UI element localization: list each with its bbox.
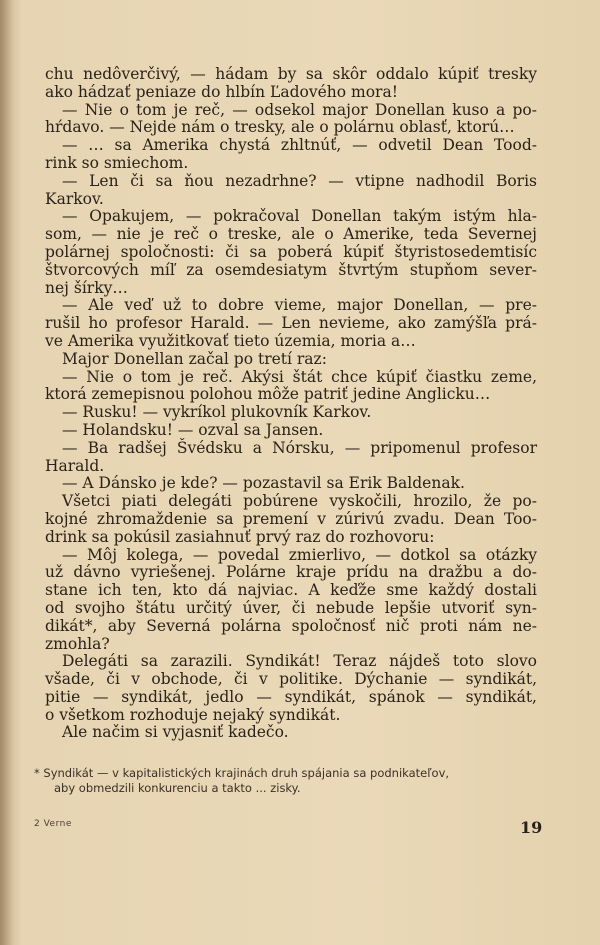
text-line: od svojho štátu určitý úver, či nebude lepšie utvoriť syn-	[45, 598, 537, 617]
text-line: zmohla?	[45, 634, 110, 653]
text-line: Major Donellan začal po tretí raz:	[62, 349, 327, 368]
text-line: — … sa Amerika chystá zhltnúť, — odvetil Dean Tood-	[62, 136, 537, 155]
text-line: pitie — syndikát, jedlo — syndikát, spánok — syndikát,	[45, 687, 537, 706]
page-number: 19	[520, 818, 543, 837]
text-line: dikát*, aby Severná polárna spoločnosť nič proti nám ne-	[45, 616, 537, 635]
text-line: — Rusku! — vykríkol plukovník Karkov.	[62, 403, 372, 422]
text-line: — Len či sa ňou nezadrhne? — vtipne nadhodil Boris	[62, 171, 537, 190]
text-line: Ale načim si vyjasniť kadečo.	[62, 723, 289, 742]
text-line: — Môj kolega, — povedal zmierlivo, — dotkol sa otázky	[62, 545, 537, 564]
footnote	[34, 766, 539, 796]
text-line: štvorcových míľ za osemdesiatym štvrtým stupňom sever-	[45, 260, 537, 279]
text-line: rušil ho profesor Harald. — Len nevieme, ako zamýšľa prá-	[45, 314, 537, 333]
text-line: všade, či v obchode, či v politike. Dýchanie — syndikát,	[45, 670, 537, 689]
text-line: ktorá zemepisnou polohou môže patriť jedine Anglicku…	[45, 385, 491, 404]
text-line: kojné zhromaždenie sa premení v zúrivú zvadu. Dean Too-	[45, 509, 537, 528]
text-line: už dávno vyriešenej. Polárne kraje prídu na dražbu a do-	[45, 563, 537, 582]
text-line: — Ba radšej Švédsku a Nórsku, — pripomenul profesor	[62, 438, 537, 457]
footnote-line: aby obmedzili konkurenciu a takto ... zisky.	[54, 781, 301, 795]
text-line: — Nie o tom je reč, — odsekol major Donellan kuso a po-	[62, 100, 537, 119]
text-line: som, — nie je reč o treske, ale o Amerike, teda Severnej	[45, 225, 537, 244]
text-line: o všetkom rozhoduje nejaký syndikát.	[45, 705, 341, 724]
text-line: stane ich ten, kto dá najviac. A keďže sme každý dostali	[45, 581, 537, 600]
text-line: — Nie o tom je reč. Akýsi štát chce kúpiť čiastku zeme,	[62, 367, 537, 386]
text-line: polárnej spoločnosti: či sa poberá kúpiť štyristosedemtisíc	[45, 242, 537, 261]
text-line: Harald.	[45, 456, 105, 475]
text-line: Delegáti sa zarazili. Syndikát! Teraz nájdeš toto slovo	[62, 652, 537, 671]
text-line: — Ale veď už to dobre vieme, major Donellan, — pre-	[62, 296, 537, 315]
text-line: Karkov.	[45, 189, 104, 208]
text-line: ako hádzať peniaze do hlbín Ľadového mora!	[45, 82, 398, 101]
text-line: drink sa pokúsil zasiahnuť prvý raz do rozhovoru:	[45, 527, 435, 546]
body-text	[45, 66, 537, 742]
text-line: chu nedôverčivý, — hádam by sa skôr oddalo kúpiť tresky	[45, 65, 537, 83]
text-line: hŕdavo. — Nejde nám o tresky, ale o polárnu oblasť, ktorú…	[45, 118, 515, 137]
text-line: — A Dánsko je kde? — pozastavil sa Erik Baldenak.	[62, 474, 465, 493]
printer-signature-mark: 2 Verne	[34, 819, 72, 829]
text-line: nej šírky…	[45, 278, 128, 297]
text-line: rink so smiechom.	[45, 153, 189, 172]
text-line: — Holandsku! — ozval sa Jansen.	[62, 420, 324, 439]
footnote-line: * Syndikát — v kapitalistických krajinách druh spájania sa podnikateľov,	[34, 766, 450, 780]
text-line: — Opakujem, — pokračoval Donellan takým istým hla-	[62, 207, 537, 226]
text-line: ve Amerika využitkovať tieto územia, moria a…	[45, 331, 416, 350]
text-line: Všetci piati delegáti pobúrene vyskočili, hrozilo, že po-	[62, 492, 537, 511]
